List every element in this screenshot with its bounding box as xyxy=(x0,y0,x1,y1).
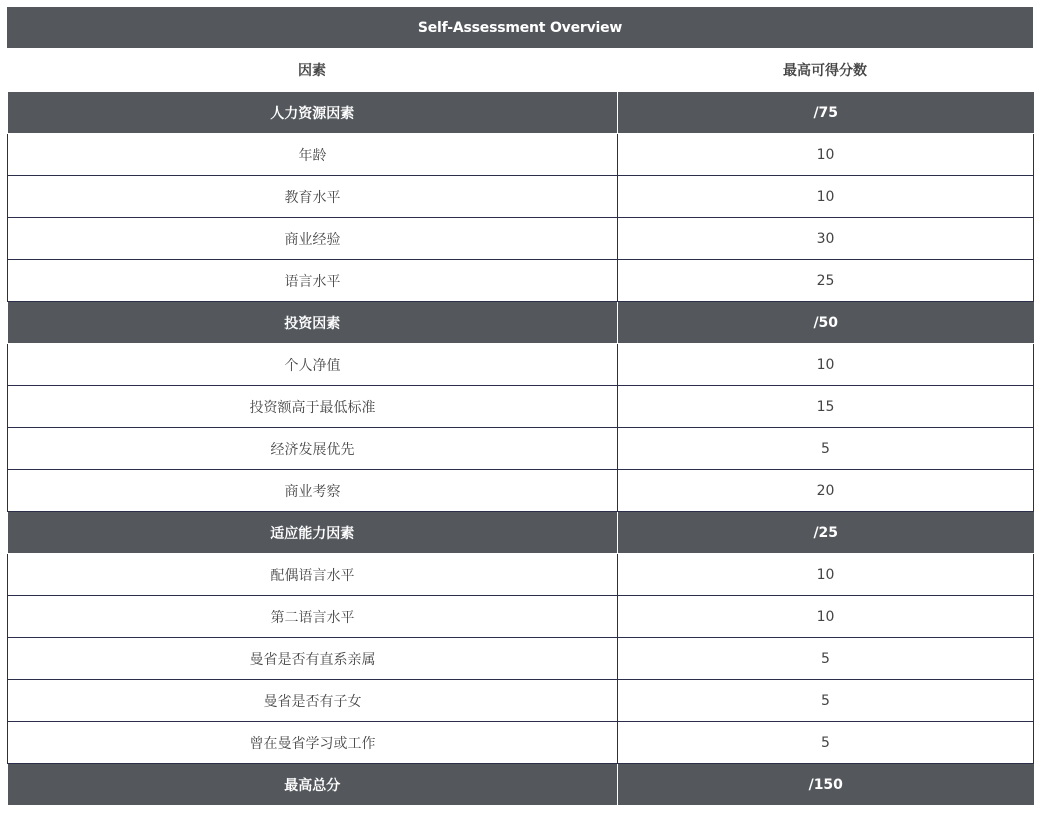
factor-cell: 曼省是否有子女 xyxy=(8,680,618,722)
table-row xyxy=(8,176,1034,218)
score-cell: 5 xyxy=(618,680,1034,722)
factor-cell: 个人净值 xyxy=(8,344,618,386)
table-row xyxy=(8,680,1034,722)
score-cell: 10 xyxy=(618,344,1034,386)
group-row-investment xyxy=(8,302,1034,344)
group-row-human-resources xyxy=(8,92,1034,134)
group-label: 投资因素 xyxy=(8,302,618,344)
column-header-row xyxy=(7,48,1033,91)
score-cell: 10 xyxy=(618,134,1034,176)
table-row xyxy=(8,386,1034,428)
score-cell: 10 xyxy=(618,176,1034,218)
table-row xyxy=(8,428,1034,470)
factor-cell: 投资额高于最低标准 xyxy=(8,386,618,428)
factor-cell: 第二语言水平 xyxy=(8,596,618,638)
group-total: /50 xyxy=(618,302,1034,344)
score-cell: 15 xyxy=(618,386,1034,428)
column-header-factor: 因素 xyxy=(298,62,326,79)
group-label: 适应能力因素 xyxy=(8,512,618,554)
score-cell: 10 xyxy=(618,596,1034,638)
table-row xyxy=(8,722,1034,764)
group-label: 人力资源因素 xyxy=(8,92,618,134)
factor-cell: 曾在曼省学习或工作 xyxy=(8,722,618,764)
table-row xyxy=(8,596,1034,638)
score-cell: 10 xyxy=(618,554,1034,596)
column-header-max-score: 最高可得分数 xyxy=(783,62,867,79)
factor-cell: 商业经验 xyxy=(8,218,618,260)
score-cell: 30 xyxy=(618,218,1034,260)
table-row xyxy=(8,218,1034,260)
factor-cell: 年龄 xyxy=(8,134,618,176)
factor-cell: 语言水平 xyxy=(8,260,618,302)
table-row xyxy=(8,260,1034,302)
group-total: /75 xyxy=(618,92,1034,134)
table-title: Self-Assessment Overview xyxy=(7,7,1033,48)
score-cell: 5 xyxy=(618,428,1034,470)
total-row xyxy=(8,764,1034,806)
factor-cell: 经济发展优先 xyxy=(8,428,618,470)
self-assessment-table xyxy=(7,7,1033,806)
score-cell: 5 xyxy=(618,638,1034,680)
total-value: /150 xyxy=(618,764,1034,806)
total-label: 最高总分 xyxy=(8,764,618,806)
table-row xyxy=(8,344,1034,386)
factor-cell: 教育水平 xyxy=(8,176,618,218)
factor-cell: 曼省是否有直系亲属 xyxy=(8,638,618,680)
group-row-adaptability xyxy=(8,512,1034,554)
score-cell: 20 xyxy=(618,470,1034,512)
table-row xyxy=(8,638,1034,680)
score-cell: 5 xyxy=(618,722,1034,764)
factor-cell: 配偶语言水平 xyxy=(8,554,618,596)
score-grid xyxy=(7,91,1034,806)
table-row xyxy=(8,470,1034,512)
group-total: /25 xyxy=(618,512,1034,554)
table-row xyxy=(8,134,1034,176)
score-cell: 25 xyxy=(618,260,1034,302)
factor-cell: 商业考察 xyxy=(8,470,618,512)
table-row xyxy=(8,554,1034,596)
